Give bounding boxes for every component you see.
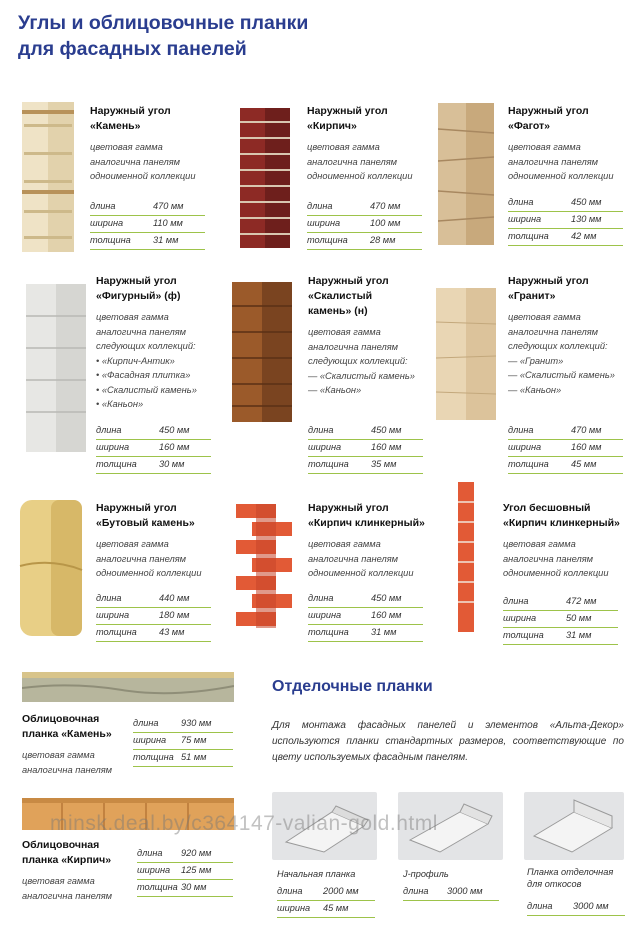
length-label: длина	[503, 596, 529, 606]
thickness-value: 28 мм	[370, 235, 396, 245]
corner-card-4	[96, 274, 246, 412]
corner-1-desc-line: аналогична панелям	[90, 156, 181, 167]
corner-6-name-line-2: «Гранит»	[508, 290, 556, 302]
corner-6-name-line-1: Наружный угол	[508, 275, 589, 287]
corner-7-desc-line: цветовая гамма	[96, 539, 169, 549]
thickness-label: толщина	[137, 882, 178, 892]
corner-4-desc-line: цветовая гамма	[96, 312, 169, 322]
starter-strip-caption: Начальная планка	[277, 869, 356, 879]
facing-2-name-line-2: планка «Кирпич»	[22, 854, 112, 866]
finishing-heading: Отделочные планки	[272, 678, 433, 695]
corner-6-specs	[508, 423, 623, 474]
length-value: 3000 мм	[573, 901, 609, 911]
corner-5-desc-line: следующих коллекций:	[308, 356, 408, 366]
length-label: длина	[277, 886, 303, 896]
corner-6-desc-line: — «Гранит»	[508, 355, 564, 366]
length-value: 472 мм	[566, 596, 597, 606]
corner-4-desc-line: следующих коллекций:	[96, 341, 196, 351]
corner-4-desc-line: • «Скалистый камень»	[96, 384, 197, 395]
length-label: длина	[308, 593, 334, 603]
corner-2-desc-line: одноименной коллекции	[307, 171, 413, 181]
window-trim-caption-line-1: Планка отделочная	[527, 867, 614, 877]
length-label: длина	[137, 848, 163, 858]
width-value: 125 мм	[181, 865, 212, 875]
corner-5-desc-line: аналогична панелям	[308, 341, 399, 352]
corner-6-desc-line: — «Скалистый камень»	[508, 370, 615, 380]
corner-fagot-image	[438, 103, 494, 245]
corner-5-desc-line: — «Скалистый камень»	[308, 370, 415, 381]
corner-5-specs	[308, 423, 423, 474]
corner-1-desc-line: одноименной коллекции	[90, 171, 196, 181]
corner-2-desc-line: аналогична панелям	[307, 156, 398, 167]
width-value: 100 мм	[370, 218, 401, 228]
corner-card-1	[90, 104, 240, 184]
corner-8-name-line-1: Наружный угол	[308, 502, 389, 514]
length-value: 470 мм	[153, 201, 184, 211]
window-trim-caption-line-2: для откосов	[527, 879, 582, 889]
thickness-value: 31 мм	[371, 627, 397, 637]
corner-4-desc-line: • «Кирпич-Антик»	[96, 355, 175, 366]
corner-stone-image	[22, 102, 74, 252]
length-label: длина	[96, 425, 122, 435]
j-profile-specs	[403, 884, 499, 901]
corner-1-specs	[90, 199, 205, 250]
corner-3-name-line-2: «Фагот»	[508, 120, 551, 132]
length-value: 450 мм	[371, 425, 402, 435]
corner-9-name-line-2: «Кирпич клинкерный»	[503, 517, 620, 529]
corner-8-desc-line: цветовая гамма	[308, 539, 381, 549]
corner-4-name-line-2: «Фигурный» (ф)	[96, 290, 181, 302]
thickness-label: толщина	[503, 630, 544, 640]
thickness-value: 30 мм	[181, 882, 207, 892]
corner-5-name-line-2: «Скалистый	[308, 290, 373, 302]
corner-clinker-brick-image	[232, 500, 296, 640]
corner-card-9	[503, 501, 640, 581]
corner-6-desc-line: следующих коллекций:	[508, 341, 608, 351]
corner-8-description	[308, 537, 458, 581]
thickness-label: толщина	[508, 459, 549, 469]
corner-3-specs	[508, 195, 623, 246]
length-label: длина	[307, 201, 333, 211]
width-value: 45 мм	[323, 903, 349, 913]
length-value: 450 мм	[159, 425, 190, 435]
corner-8-desc-line: аналогична панелям	[308, 553, 399, 564]
corner-9-name-line-1: Угол бесшовный	[503, 502, 591, 514]
length-label: длина	[527, 901, 553, 911]
length-label: длина	[403, 886, 429, 896]
length-label: длина	[308, 425, 334, 435]
width-label: ширина	[96, 610, 130, 620]
facing-1-name-line-2: планка «Камень»	[22, 728, 112, 740]
facing-2-name-line-1: Облицовочная	[22, 839, 100, 851]
corner-6-desc-line: аналогична панелям	[508, 326, 599, 337]
width-value: 50 мм	[566, 613, 592, 623]
thickness-value: 45 мм	[571, 459, 597, 469]
facing-2-desc-line: цветовая гамма	[22, 876, 95, 886]
thickness-label: толщина	[508, 231, 549, 241]
corner-9-desc-line: аналогична панелям	[503, 553, 594, 564]
width-value: 75 мм	[181, 735, 207, 745]
length-label: длина	[90, 201, 116, 211]
title-line-1: Углы и облицовочные планки	[18, 12, 309, 34]
width-label: ширина	[90, 218, 124, 228]
window-trim-icon	[524, 792, 624, 860]
corner-7-name-line-1: Наружный угол	[96, 502, 177, 514]
corner-5-name-line-1: Наружный угол	[308, 275, 389, 287]
width-value: 160 мм	[571, 442, 602, 452]
width-label: ширина	[133, 735, 167, 745]
window-trim-picture	[524, 792, 624, 860]
corner-7-description	[96, 537, 246, 581]
width-value: 110 мм	[153, 218, 183, 228]
thickness-value: 31 мм	[566, 630, 592, 640]
corner-6-desc-line: — «Каньон»	[508, 384, 562, 395]
corner-3-desc-line: цветовая гамма	[508, 142, 581, 152]
corner-8-desc-line: одноименной коллекции	[308, 568, 414, 578]
length-value: 470 мм	[571, 425, 602, 435]
corner-card-7	[96, 501, 246, 581]
corner-rubble-stone-image	[18, 500, 84, 636]
corner-7-desc-line: одноименной коллекции	[96, 568, 202, 578]
width-label: ширина	[137, 865, 171, 875]
thickness-value: 43 мм	[159, 627, 185, 637]
width-value: 160 мм	[159, 442, 190, 452]
corner-card-6	[508, 274, 640, 397]
corner-9-desc-line: цветовая гамма	[503, 539, 576, 549]
corner-3-desc-line: аналогична панелям	[508, 156, 599, 167]
corner-3-description	[508, 140, 640, 184]
corner-6-description	[508, 310, 640, 397]
corner-5-desc-line: цветовая гамма	[308, 327, 381, 337]
corner-2-description	[307, 140, 457, 184]
watermark: minsk.deal.by/c364147-valian-gold.html	[50, 812, 438, 835]
corner-8-specs	[308, 591, 423, 642]
width-label: ширина	[96, 442, 130, 452]
corner-card-8	[308, 501, 458, 581]
corner-card-3	[508, 104, 640, 184]
length-value: 440 мм	[159, 593, 190, 603]
thickness-label: толщина	[96, 627, 137, 637]
thickness-label: толщина	[133, 752, 174, 762]
corner-card-2	[307, 104, 457, 184]
corner-1-desc-line: цветовая гамма	[90, 142, 163, 152]
width-label: ширина	[308, 442, 342, 452]
window-trim-caption	[527, 866, 613, 890]
starter-strip-specs	[277, 884, 375, 918]
corner-1-name-line-2: «Камень»	[90, 120, 141, 132]
facing-strip-stone-image	[22, 672, 234, 702]
corner-3-desc-line: одноименной коллекции	[508, 171, 614, 181]
thickness-label: толщина	[96, 459, 137, 469]
corner-brick-image	[240, 108, 290, 248]
corner-7-desc-line: аналогична панелям	[96, 553, 187, 564]
width-value: 130 мм	[571, 214, 602, 224]
length-value: 450 мм	[371, 593, 402, 603]
length-value: 450 мм	[571, 197, 602, 207]
title-line-2: для фасадных панелей	[18, 38, 247, 60]
corner-8-name-line-2: «Кирпич клинкерный»	[308, 517, 425, 529]
thickness-label: толщина	[307, 235, 348, 245]
corner-4-desc-line: • «Фасадная плитка»	[96, 370, 191, 380]
length-value: 920 мм	[181, 848, 212, 858]
corner-seamless-clinker-image	[452, 482, 482, 632]
length-label: длина	[508, 197, 534, 207]
facing-1-desc-line: цветовая гамма	[22, 750, 95, 760]
corner-2-name-line-1: Наружный угол	[307, 105, 388, 117]
corner-5-desc-line: — «Каньон»	[308, 385, 362, 395]
width-value: 160 мм	[371, 610, 402, 620]
thickness-label: толщина	[90, 235, 131, 245]
thickness-value: 30 мм	[159, 459, 185, 469]
corner-granite-image	[436, 288, 496, 420]
width-label: ширина	[307, 218, 341, 228]
length-value: 930 мм	[181, 718, 212, 728]
length-value: 2000 мм	[323, 886, 359, 896]
width-label: ширина	[508, 214, 542, 224]
corner-9-description	[503, 537, 640, 581]
corner-4-desc-line: аналогична панелям	[96, 326, 187, 337]
finishing-text: Для монтажа фасадных панелей и элементов «Альта-Декор» используются планки стандартных размеров, соответствующие по цвету используемых фасадным панелям.	[272, 720, 624, 763]
corner-7-name-line-2: «Бутовый камень»	[96, 517, 195, 529]
page-title	[18, 10, 308, 62]
corner-9-desc-line: одноименной коллекции	[503, 568, 609, 578]
thickness-value: 51 мм	[181, 752, 207, 762]
length-label: длина	[96, 593, 122, 603]
corner-4-desc-line: • «Каньон»	[96, 399, 144, 409]
corner-9-specs	[503, 594, 618, 645]
width-value: 180 мм	[159, 610, 190, 620]
width-value: 160 мм	[371, 442, 402, 452]
thickness-label: толщина	[308, 459, 349, 469]
thickness-value: 35 мм	[371, 459, 397, 469]
facing-1-desc-line: аналогична панелям	[22, 764, 113, 775]
thickness-value: 31 мм	[153, 235, 179, 245]
width-label: ширина	[277, 903, 311, 913]
corner-4-specs	[96, 423, 211, 474]
corner-4-name-line-1: Наружный угол	[96, 275, 177, 287]
width-label: ширина	[508, 442, 542, 452]
corner-3-name-line-1: Наружный угол	[508, 105, 589, 117]
facing-2-specs	[137, 846, 233, 897]
width-label: ширина	[503, 613, 537, 623]
corner-4-description	[96, 310, 246, 412]
corner-1-description	[90, 140, 240, 184]
corner-2-desc-line: цветовая гамма	[307, 142, 380, 152]
thickness-label: толщина	[308, 627, 349, 637]
corner-5-name-line-3: камень» (н)	[308, 305, 368, 317]
corner-2-specs	[307, 199, 422, 250]
length-value: 3000 мм	[447, 886, 483, 896]
corner-7-specs	[96, 591, 211, 642]
facing-1-name-line-1: Облицовочная	[22, 713, 100, 725]
corner-6-desc-line: цветовая гамма	[508, 312, 581, 322]
facing-2-desc-line: аналогична панелям	[22, 890, 113, 901]
thickness-value: 42 мм	[571, 231, 597, 241]
corner-1-name-line-1: Наружный угол	[90, 105, 171, 117]
length-label: длина	[508, 425, 534, 435]
width-label: ширина	[308, 610, 342, 620]
corner-rocky-stone-image	[228, 282, 296, 422]
length-label: длина	[133, 718, 159, 728]
window-trim-specs	[527, 899, 625, 916]
j-profile-caption: J-профиль	[403, 869, 449, 879]
corner-2-name-line-2: «Кирпич»	[307, 120, 357, 132]
corner-figured-image	[22, 284, 90, 452]
length-value: 470 мм	[370, 201, 401, 211]
facing-1-specs	[133, 716, 233, 767]
